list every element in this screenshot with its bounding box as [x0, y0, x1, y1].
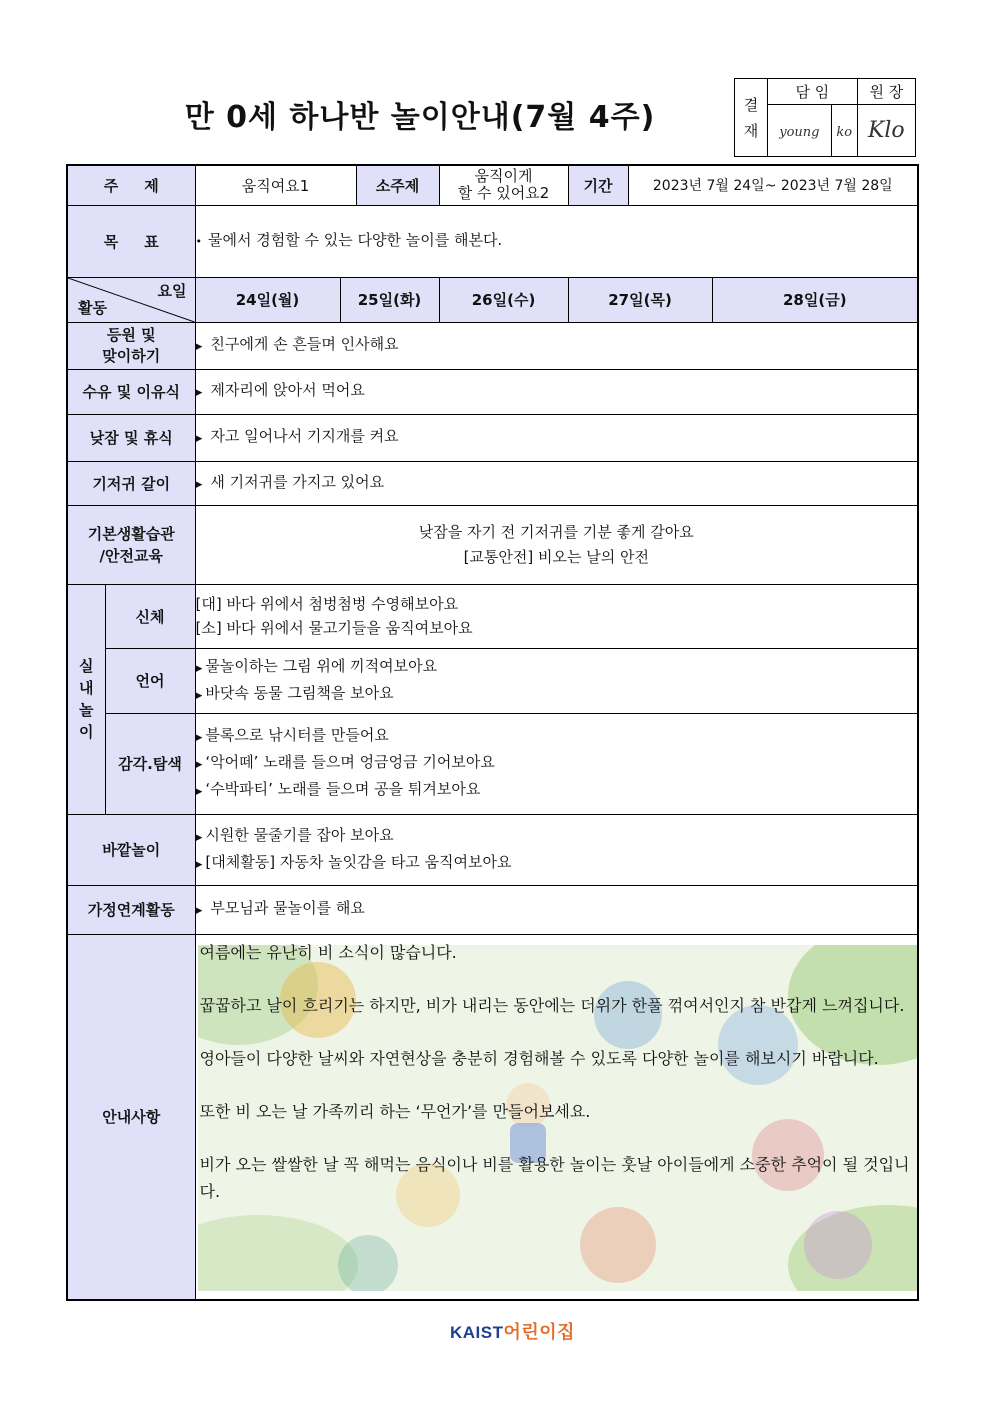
routine-diaper-text: ▶ 새 기저귀를 가지고 있어요: [195, 461, 918, 505]
routine-arrival-label: 등원 및 맞이하기: [67, 322, 195, 369]
day-mon: 24일(월): [195, 277, 340, 322]
routine-feeding-label: 수유 및 이유식: [67, 369, 195, 414]
home-activity-text: ▶ 부모님과 물놀이를 해요: [195, 885, 918, 934]
approval-box: [734, 78, 916, 157]
home-activity-label: 가정연계활동: [67, 885, 195, 934]
routine-diaper-label: 기저귀 갈이: [67, 461, 195, 505]
day-thu: 27일(목): [568, 277, 712, 322]
routine-nap-label: 낮잠 및 휴식: [67, 414, 195, 461]
habit-text: 낮잠을 자기 전 기저귀를 기분 좋게 갈아요 [교통안전] 비오는 날의 안전: [195, 505, 918, 584]
subtheme-label: 소주제: [356, 165, 439, 205]
day-wed: 26일(수): [439, 277, 568, 322]
indoor-language-text: ▶ 물놀이하는 그림 위에 끼적여보아요 ▶ 바닷속 동물 그림책을 보아요: [195, 648, 918, 713]
indoor-body-label: 신체: [105, 584, 195, 648]
notice-label: 안내사항: [67, 934, 195, 1300]
indoor-language-label: 언어: [105, 648, 195, 713]
habit-label: 기본생활습관 /안전교육: [67, 505, 195, 584]
routine-nap-text: ▶ 자고 일어나서 기지개를 켜요: [195, 414, 918, 461]
homeroom-signature-1: young: [768, 105, 832, 157]
routine-feeding-text: ▶ 제자리에 앉아서 먹어요: [195, 369, 918, 414]
notice-text: 여름에는 유난히 비 소식이 많습니다. 꿉꿉하고 날이 흐리기는 하지만, 비가 내리는 동안에는 더위가 한풀 꺾여서인지 참 반갑게 느껴집니다. 영아들이 다양한 날씨와 자연현상을 충분히 경험해볼 수 있도록 다양한 놀이를 해보시기 바랍니다. 또한 비 오는 날 가족끼리 하는 ‘무언가’를 만들어보세요. 비가 오는 쌀쌀한 날 꼭 해먹는 음식이나 비를 활용한 놀이는 훗날 아이들에게 소중한 추억이 될 것입니다.: [199, 942, 910, 1201]
day-tue: 25일(화): [340, 277, 439, 322]
homeroom-header: 담 임: [768, 79, 858, 105]
subtheme-value: 움직이게 할 수 있어요2: [439, 165, 568, 205]
day-fri: 28일(금): [712, 277, 918, 322]
day-activity-corner: 요일 활동: [67, 277, 195, 322]
homeroom-signature-2: ko: [831, 105, 857, 157]
routine-arrival-text: ▶ 친구에게 손 흔들며 인사해요: [195, 322, 918, 369]
indoor-body-text: [대] 바다 위에서 첨벙첨벙 수영해보아요 [소] 바다 위에서 물고기들을 움직여보아요: [195, 584, 918, 648]
page-title: 만 0세 하나반 놀이안내(7월 4주): [184, 100, 656, 135]
indoor-sensory-label: 감각.탐색: [105, 713, 195, 814]
plan-table: [66, 164, 919, 1301]
approval-label: 결 재: [735, 79, 768, 157]
indoor-sensory-text: ▶ 블록으로 낚시터를 만들어요 ▶ ‘악어떼’ 노래를 들으며 엉금엉금 기어보아요 ▶ ‘수박파티’ 노래를 들으며 공을 튀겨보아요: [195, 713, 918, 814]
goal-text: • 물에서 경험할 수 있는 다양한 놀이를 해본다.: [195, 205, 918, 277]
period-label: 기간: [568, 165, 628, 205]
period-value: 2023년 7월 24일~ 2023년 7월 28일: [628, 165, 918, 205]
indoor-play-label: 실 내 놀 이: [67, 584, 105, 814]
theme-value: 움직여요1: [195, 165, 356, 205]
outdoor-play-text: ▶ 시원한 물줄기를 잡아 보아요 ▶ [대체활동] 자동차 놀잇감을 타고 움직여보아요: [195, 814, 918, 885]
kaist-daycare-logo: KAIST어린이집: [450, 1322, 576, 1342]
director-signature: Klo: [857, 105, 915, 157]
director-header: 원 장: [857, 79, 915, 105]
outdoor-play-label: 바깥놀이: [67, 814, 195, 885]
goal-label: 목 표: [67, 205, 195, 277]
theme-label: 주 제: [67, 165, 195, 205]
notice-cell: [195, 934, 918, 1300]
